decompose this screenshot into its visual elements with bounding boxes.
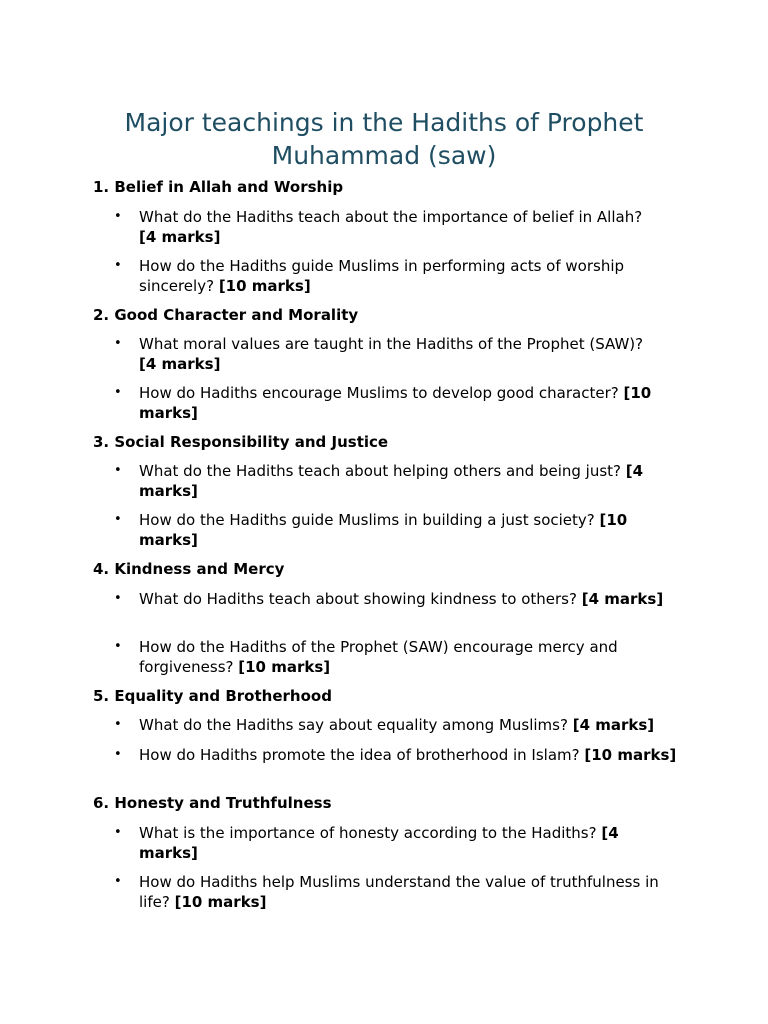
marks-label: [10 marks] — [139, 384, 652, 422]
question-item — [139, 823, 679, 863]
question-text: What do the Hadiths teach about helping others and being just? — [139, 462, 621, 480]
question-text: What moral values are taught in the Hadiths of the Prophet (SAW)? — [139, 335, 644, 353]
bullet-icon: • — [114, 825, 122, 840]
question-text: How do the Hadiths guide Muslims in building a just society? — [139, 511, 595, 529]
question-text: How do Hadiths help Muslims understand the value of truthfulness in life? — [139, 873, 659, 911]
bullet-icon: • — [114, 512, 122, 527]
section-heading: 2. Good Character and Morality — [93, 306, 359, 324]
question-text: How do the Hadiths of the Prophet (SAW) encourage mercy and forgiveness? — [139, 638, 618, 676]
marks-label: [4 marks] — [139, 228, 221, 246]
bullet-icon: • — [114, 874, 122, 889]
marks-label: [10 marks] — [584, 746, 677, 764]
marks-label: [10 marks] — [238, 658, 331, 676]
question-text: What do the Hadiths say about equality among Muslims? — [139, 716, 568, 734]
question-item — [139, 589, 679, 609]
marks-label: [4 marks] — [581, 590, 664, 608]
bullet-icon: • — [114, 258, 122, 273]
question-item — [139, 383, 679, 423]
marks-label: [4 marks] — [139, 824, 619, 862]
question-item — [139, 715, 679, 735]
marks-label: [4 marks] — [139, 355, 221, 373]
section-heading: 6. Honesty and Truthfulness — [93, 794, 332, 812]
marks-label: [10 marks] — [218, 277, 311, 295]
question-item — [139, 745, 679, 765]
bullet-icon: • — [114, 463, 122, 478]
question-text: How do the Hadiths guide Muslims in performing acts of worship sincerely? — [139, 257, 625, 295]
question-item — [139, 334, 679, 374]
question-text: What do the Hadiths teach about the importance of belief in Allah? — [139, 208, 643, 226]
marks-label: [4 marks] — [139, 462, 644, 500]
marks-label: [10 marks] — [139, 511, 628, 549]
question-item — [139, 637, 679, 677]
section-heading: 5. Equality and Brotherhood — [93, 687, 332, 705]
bullet-icon: • — [114, 336, 122, 351]
bullet-icon: • — [114, 591, 122, 606]
bullet-icon: • — [114, 209, 122, 224]
section-heading: 1. Belief in Allah and Worship — [93, 178, 344, 196]
document-title: Major teachings in the Hadiths of Prophet Muhammad (saw) — [124, 108, 644, 170]
bullet-icon: • — [114, 385, 122, 400]
section-heading: 3. Social Responsibility and Justice — [93, 433, 389, 451]
bullet-icon: • — [114, 747, 122, 762]
section-heading: 4. Kindness and Mercy — [93, 560, 285, 578]
question-text: What is the importance of honesty according to the Hadiths? — [139, 824, 597, 842]
question-item — [139, 510, 679, 550]
question-text: What do Hadiths teach about showing kindness to others? — [139, 590, 577, 608]
question-item — [139, 872, 679, 912]
bullet-icon: • — [114, 639, 122, 654]
bullet-icon: • — [114, 717, 122, 732]
question-item — [139, 461, 679, 501]
question-text: How do Hadiths promote the idea of brotherhood in Islam? — [139, 746, 580, 764]
question-text: How do Hadiths encourage Muslims to develop good character? — [139, 384, 619, 402]
question-item — [139, 256, 679, 296]
question-item — [139, 207, 679, 247]
marks-label: [10 marks] — [174, 893, 267, 911]
marks-label: [4 marks] — [572, 716, 655, 734]
